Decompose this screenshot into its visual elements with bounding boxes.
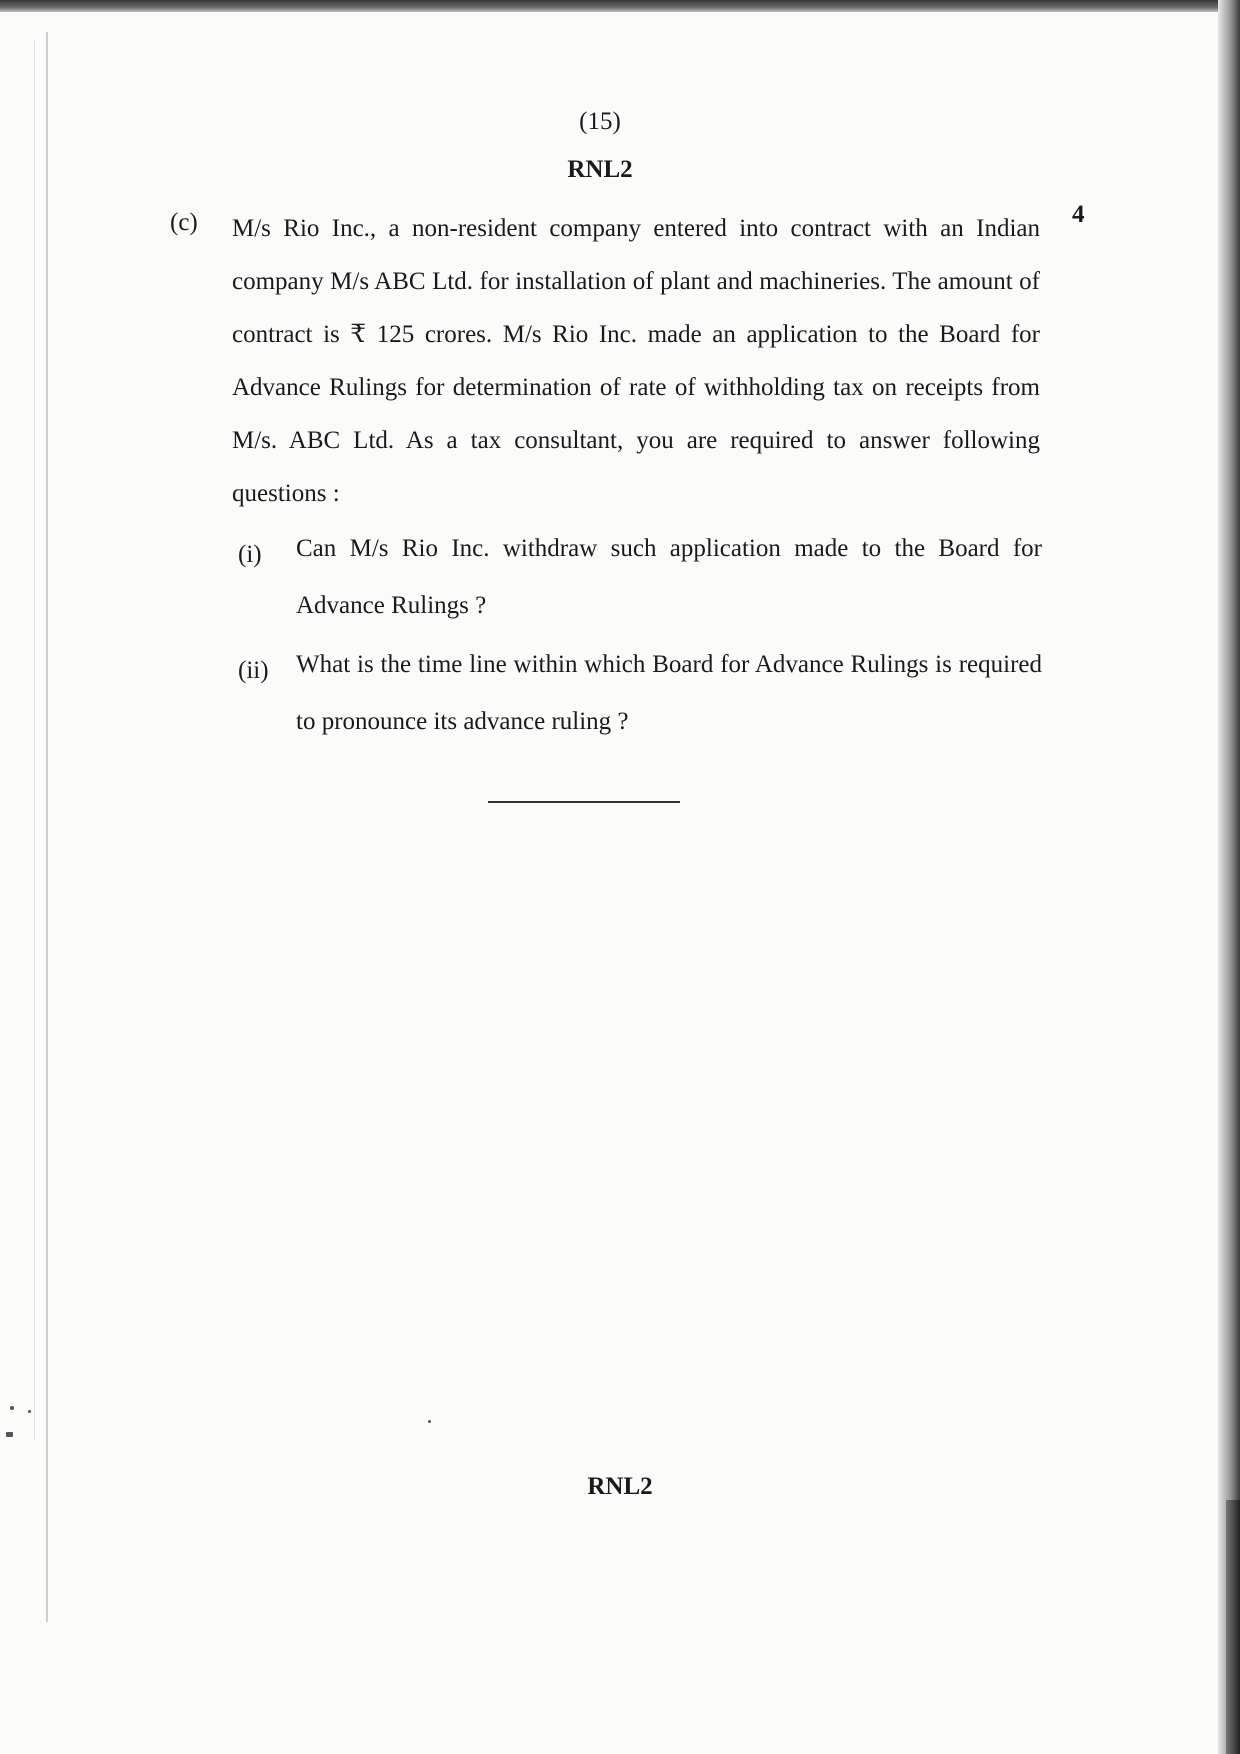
scan-speck <box>6 1432 13 1437</box>
sub-question-label: (i) <box>238 541 262 568</box>
sub-question-label: (ii) <box>238 657 269 684</box>
end-of-question-rule <box>488 801 680 803</box>
scan-left-margin-line <box>46 32 48 1622</box>
sub-question-text: Can M/s Rio Inc. withdraw such application made to the Board for Advance Rulings ? <box>296 535 1042 619</box>
page-number: (15) <box>579 108 621 135</box>
sub-question-text: What is the time line within which Board for Advance Rulings is required to pronounce its advance ruling ? <box>296 651 1042 735</box>
paper-code-footer: RNL2 <box>587 1473 653 1500</box>
scan-speck <box>10 1406 14 1410</box>
scan-speck <box>428 1420 431 1423</box>
scan-right-edge-shadow <box>1226 1500 1240 1754</box>
scan-left-margin-line-faint <box>34 40 35 1440</box>
scan-top-edge <box>0 0 1240 12</box>
paper-code-header: RNL2 <box>567 156 633 183</box>
scan-speck <box>28 1410 31 1413</box>
question-label: (c) <box>170 209 198 236</box>
question-text: M/s Rio Inc., a non-resident company entered into contract with an Indian company M/s ABC Ltd. for installation of plant and machineries. The amount of contract is ₹ 125 crores. M/s Rio Inc. made an application to the Board for Advance Rulings for determination of rate of withholding tax on receipts from M/s. ABC Ltd. As a tax consultant, you are required to answer following questions : <box>232 215 1040 507</box>
question-marks: 4 <box>1072 201 1085 228</box>
